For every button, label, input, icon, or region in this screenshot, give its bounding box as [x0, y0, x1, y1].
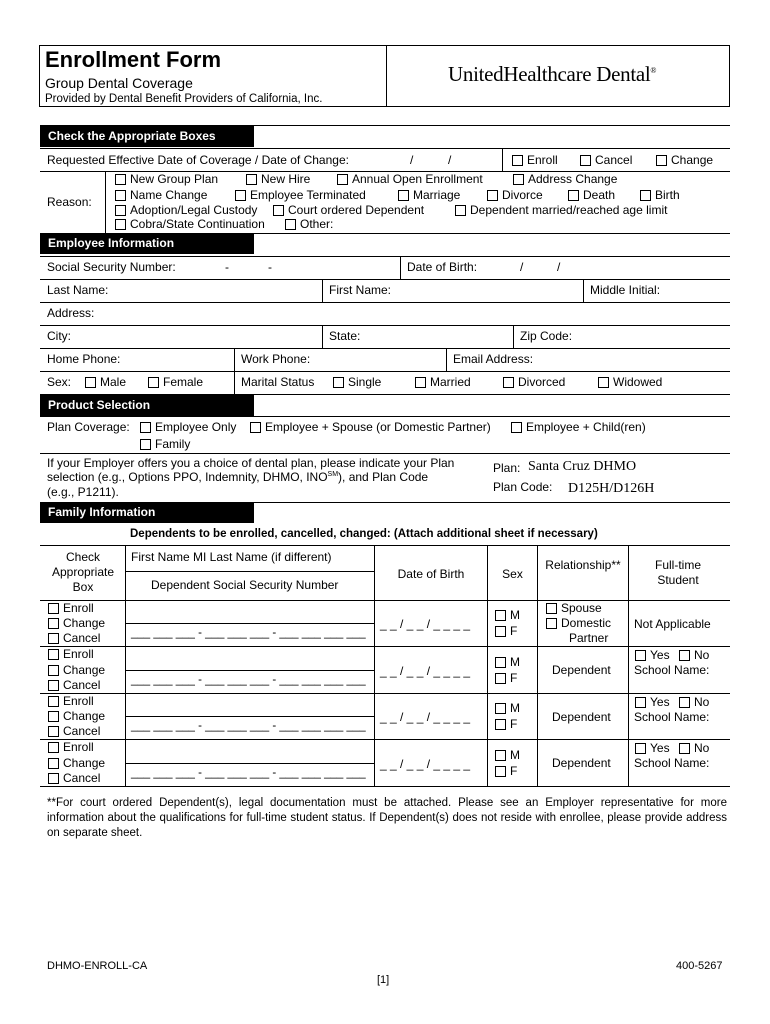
label: Dependent married/reached age limit: [470, 203, 668, 217]
logo-mark: ®: [650, 66, 657, 75]
form-number: 400-5267: [676, 960, 723, 972]
dep1-sex-m[interactable]: [495, 608, 520, 622]
section-check-heading: Check the Appropriate Boxes: [40, 126, 254, 147]
label: Employee + Child(ren): [526, 420, 646, 434]
rule: [40, 453, 730, 454]
checkbox[interactable]: [148, 377, 159, 388]
checkbox[interactable]: [511, 422, 522, 433]
table-col: [487, 545, 488, 786]
checkbox[interactable]: [512, 155, 523, 166]
checkbox[interactable]: [495, 719, 506, 730]
dep4-cancel[interactable]: [48, 771, 100, 785]
plan-choice-text-1: If your Employer offers you a choice of dental plan, please indicate your Plan: [47, 456, 455, 470]
dep2-sex-m[interactable]: [495, 655, 520, 669]
dep4-change[interactable]: [48, 756, 105, 770]
dep1-enroll[interactable]: [48, 601, 94, 615]
dep4-relationship: Dependent: [552, 756, 611, 770]
rule-v: [583, 279, 584, 302]
rule-v: [322, 279, 323, 302]
label: Spouse: [561, 601, 602, 615]
action-cancel[interactable]: [580, 153, 632, 167]
dep1-ssn[interactable]: ___ ___ ___ - ___ ___ ___ - ___ ___ ___ ___: [131, 627, 366, 639]
label: Change: [63, 663, 106, 677]
dep3-sex-m[interactable]: [495, 701, 520, 715]
label: Cancel: [63, 771, 101, 785]
label: Employee Only: [155, 420, 237, 434]
effective-date-slash-2[interactable]: /: [448, 153, 452, 167]
label: Enroll: [63, 694, 94, 708]
checkbox[interactable]: [48, 633, 59, 644]
checkbox[interactable]: [656, 155, 667, 166]
ssn-dash-2[interactable]: -: [268, 260, 272, 274]
label: M: [510, 655, 520, 669]
dep1-rel-domestic[interactable]: [546, 616, 611, 630]
label: No: [694, 695, 710, 709]
checkbox[interactable]: [398, 190, 409, 201]
marital-single[interactable]: [333, 375, 381, 389]
checkbox[interactable]: [598, 377, 609, 388]
label: Male: [100, 375, 127, 389]
col-header-name: First Name MI Last Name (if different): [131, 550, 332, 564]
label: Cancel: [63, 724, 101, 738]
dep1-change[interactable]: [48, 616, 105, 630]
section-family-heading: Family Information: [40, 502, 254, 523]
checkbox[interactable]: [495, 673, 506, 684]
coverage-employee-children[interactable]: [511, 420, 646, 434]
address-field[interactable]: Address:: [47, 306, 95, 320]
dep2-cancel[interactable]: [48, 678, 100, 692]
label: Birth: [655, 188, 680, 202]
checkbox[interactable]: [640, 190, 651, 201]
sex-label: Sex:: [47, 375, 72, 389]
checkbox[interactable]: [495, 766, 506, 777]
checkbox[interactable]: [495, 610, 506, 621]
checkbox[interactable]: [85, 377, 96, 388]
dep4-sex-m[interactable]: [495, 748, 520, 762]
city-field[interactable]: City:: [47, 329, 71, 343]
label: Cancel: [595, 153, 633, 167]
label: F: [510, 717, 518, 731]
label: Female: [163, 375, 204, 389]
checkbox[interactable]: [273, 205, 284, 216]
checkbox[interactable]: [635, 650, 646, 661]
coverage-family[interactable]: [140, 437, 190, 451]
checkbox[interactable]: [115, 205, 126, 216]
header-divider: [386, 45, 387, 107]
reason-name-change[interactable]: [115, 188, 207, 202]
dep4-enroll[interactable]: [48, 740, 94, 754]
table-subrule: [125, 571, 374, 572]
dep3-school-name[interactable]: School Name:: [634, 710, 710, 724]
table-subrule: [125, 670, 374, 671]
rule: [40, 416, 730, 417]
reason-cobra[interactable]: [115, 217, 265, 231]
checkbox[interactable]: [285, 219, 296, 230]
dep3-sex-f[interactable]: [495, 717, 517, 731]
footnote: **For court ordered Dependent(s), legal documentation must be attached. Please see an Employer representative for more information about the qualifications for full-time student status. If Dependent(s) does not reside with enrollee, please provide address on separate sheet.: [47, 797, 727, 839]
reason-divorce[interactable]: [487, 188, 543, 202]
label: Adoption/Legal Custody: [130, 203, 258, 217]
plan-choice-text-3: (e.g., P1211).: [47, 485, 119, 499]
checkbox[interactable]: [495, 626, 506, 637]
table-rule: [40, 600, 730, 601]
dep2-change[interactable]: [48, 663, 105, 677]
rule: [40, 325, 730, 326]
checkbox[interactable]: [48, 726, 59, 737]
ssn-dash-1[interactable]: -: [225, 260, 229, 274]
label: M: [510, 701, 520, 715]
dep1-sex-f[interactable]: [495, 624, 517, 638]
rule: [40, 148, 730, 149]
label: Cancel: [63, 631, 101, 645]
dep1-rel-partner: Partner: [569, 631, 609, 645]
rule-v: [322, 325, 323, 348]
label: F: [510, 624, 518, 638]
reason-adoption[interactable]: [115, 203, 257, 217]
rule: [40, 233, 730, 234]
label: M: [510, 748, 520, 762]
checkbox[interactable]: [679, 697, 690, 708]
label: Court ordered Dependent: [288, 203, 425, 217]
dep2-ssn[interactable]: ___ ___ ___ - ___ ___ ___ - ___ ___ ___ ___: [131, 674, 366, 686]
label: Enroll: [63, 647, 94, 661]
checkbox[interactable]: [48, 742, 59, 753]
rule: [40, 279, 730, 280]
plan-label: Plan:: [493, 461, 521, 475]
dep4-ssn[interactable]: ___ ___ ___ - ___ ___ ___ - ___ ___ ___ ___: [131, 767, 366, 779]
checkbox[interactable]: [455, 205, 466, 216]
label: Yes: [650, 648, 670, 662]
table-col: [125, 545, 126, 786]
reason-address-change[interactable]: [513, 172, 617, 186]
checkbox[interactable]: [115, 174, 126, 185]
checkbox[interactable]: [115, 219, 126, 230]
action-enroll[interactable]: [512, 153, 558, 167]
label: Enroll: [63, 601, 94, 615]
dep1-cancel[interactable]: [48, 631, 100, 645]
dep2-sex-f[interactable]: [495, 671, 517, 685]
checkbox[interactable]: [580, 155, 591, 166]
checkbox[interactable]: [495, 750, 506, 761]
label: Yes: [650, 741, 670, 755]
dep3-student-yes[interactable]: [635, 695, 670, 709]
checkbox[interactable]: [48, 711, 59, 722]
label: Cancel: [63, 678, 101, 692]
rule: [40, 371, 730, 372]
zip-field[interactable]: Zip Code:: [520, 329, 573, 343]
dep2-relationship: Dependent: [552, 663, 611, 677]
work-phone-field[interactable]: Work Phone:: [241, 352, 311, 366]
label: Enroll: [527, 153, 558, 167]
coverage-employee-only[interactable]: [140, 420, 236, 434]
reason-new-hire[interactable]: [246, 172, 310, 186]
checkbox[interactable]: [140, 422, 151, 433]
text: selection (e.g., Options PPO, Indemnity, DHMO, INO: [47, 470, 328, 484]
label: No: [694, 741, 710, 755]
checkbox[interactable]: [495, 703, 506, 714]
home-phone-field[interactable]: Home Phone:: [47, 352, 121, 366]
dep4-student-yes[interactable]: [635, 741, 670, 755]
table-subrule: [125, 763, 374, 764]
col-header-check: Check Appropriate Box: [51, 550, 115, 594]
table-subrule: [125, 716, 374, 717]
effective-date-slash-1[interactable]: /: [410, 153, 414, 167]
label: Name Change: [130, 188, 208, 202]
label: Address Change: [528, 172, 618, 186]
action-change[interactable]: [656, 153, 713, 167]
table-rule: [40, 693, 730, 694]
checkbox[interactable]: [140, 439, 151, 450]
reason-annual-open-enrollment[interactable]: [337, 172, 483, 186]
table-col: [374, 545, 375, 786]
checkbox[interactable]: [679, 743, 690, 754]
reason-marriage[interactable]: [398, 188, 460, 202]
ssn-label: Social Security Number:: [47, 260, 176, 274]
checkbox[interactable]: [246, 174, 257, 185]
dep3-enroll[interactable]: [48, 694, 94, 708]
dep3-cancel[interactable]: [48, 724, 100, 738]
col-header-student: Full-time Student: [654, 558, 701, 587]
reason-dependent-married[interactable]: [455, 203, 667, 217]
checkbox[interactable]: [48, 758, 59, 769]
table-col: [628, 545, 629, 786]
dep4-sex-f[interactable]: [495, 764, 517, 778]
checkbox[interactable]: [250, 422, 261, 433]
checkbox[interactable]: [48, 680, 59, 691]
dep3-dob[interactable]: _ _ / _ _ / _ _ _ _: [380, 710, 471, 724]
coverage-employee-spouse[interactable]: [250, 420, 491, 434]
label: M: [510, 608, 520, 622]
dep3-student-no[interactable]: [679, 695, 709, 709]
checkbox[interactable]: [495, 657, 506, 668]
last-name-field[interactable]: Last Name:: [47, 283, 109, 297]
dep4-student-no[interactable]: [679, 741, 709, 755]
label: Cobra/State Continuation: [130, 217, 265, 231]
dep2-school-name[interactable]: School Name:: [634, 663, 710, 677]
form-code: DHMO-ENROLL-CA: [47, 960, 148, 972]
effective-date-label: Requested Effective Date of Coverage / Date of Change:: [47, 153, 349, 167]
plan-code-value[interactable]: D125H/D126H: [568, 481, 655, 496]
table-rule: [40, 646, 730, 647]
checkbox[interactable]: [503, 377, 514, 388]
text: ), and Plan Code: [338, 470, 429, 484]
dob-label: Date of Birth:: [407, 260, 478, 274]
label: Death: [583, 188, 616, 202]
state-field[interactable]: State:: [329, 329, 361, 343]
reason-death[interactable]: [568, 188, 615, 202]
checkbox[interactable]: [546, 603, 557, 614]
form-subtitle: Group Dental Coverage: [45, 75, 193, 91]
checkbox[interactable]: [546, 618, 557, 629]
dep1-rel-spouse[interactable]: [546, 601, 602, 615]
dep1-student: Not Applicable: [634, 617, 711, 631]
checkbox[interactable]: [48, 665, 59, 676]
table-rule: [40, 786, 730, 787]
checkbox[interactable]: [333, 377, 344, 388]
rule-v: [513, 325, 514, 348]
reason-new-group-plan[interactable]: [115, 172, 218, 186]
label: Divorced: [518, 375, 566, 389]
sex-male[interactable]: [85, 375, 126, 389]
dep2-enroll[interactable]: [48, 647, 94, 661]
label: Change: [63, 709, 106, 723]
email-field[interactable]: Email Address:: [453, 352, 534, 366]
plan-coverage-label: Plan Coverage:: [47, 420, 130, 434]
label: Other:: [300, 217, 334, 231]
rule: [40, 302, 730, 303]
plan-choice-text-2: [47, 470, 428, 484]
checkbox[interactable]: [235, 190, 246, 201]
dep4-dob[interactable]: _ _ / _ _ / _ _ _ _: [380, 757, 471, 771]
reason-employee-terminated[interactable]: [235, 188, 366, 202]
col-header-relationship: Relationship**: [545, 558, 621, 572]
marital-widowed[interactable]: [598, 375, 662, 389]
dep4-school-name[interactable]: School Name:: [634, 756, 710, 770]
dob-slash-1[interactable]: /: [520, 260, 524, 274]
col-header-dob: Date of Birth: [397, 567, 465, 581]
section-employee-heading: Employee Information: [40, 233, 254, 254]
dep2-dob[interactable]: _ _ / _ _ / _ _ _ _: [380, 664, 471, 678]
label: Employee + Spouse (or Domestic Partner): [265, 420, 491, 434]
checkbox[interactable]: [115, 190, 126, 201]
checkbox[interactable]: [48, 773, 59, 784]
sm-mark: SM: [327, 471, 339, 478]
dep2-student-yes[interactable]: [635, 648, 670, 662]
rule-v: [400, 256, 401, 279]
label: No: [694, 648, 710, 662]
checkbox[interactable]: [513, 174, 524, 185]
checkbox[interactable]: [635, 697, 646, 708]
table-rule: [40, 545, 730, 546]
label: Domestic: [561, 616, 612, 630]
uhc-dental-logo: [448, 62, 656, 87]
table-rule: [40, 739, 730, 740]
dep3-relationship: Dependent: [552, 710, 611, 724]
checkbox[interactable]: [635, 743, 646, 754]
checkbox[interactable]: [679, 650, 690, 661]
checkbox[interactable]: [48, 649, 59, 660]
logo-text: UnitedHealthcare Dental: [448, 62, 651, 86]
middle-initial-field[interactable]: Middle Initial:: [590, 283, 661, 297]
rule-v: [502, 148, 503, 172]
rule-v: [446, 348, 447, 371]
col-header-ssn: Dependent Social Security Number: [151, 578, 339, 592]
reason-other[interactable]: [285, 217, 333, 231]
checkbox[interactable]: [48, 603, 59, 614]
label: Widowed: [613, 375, 663, 389]
marital-divorced[interactable]: [503, 375, 565, 389]
dep3-ssn[interactable]: ___ ___ ___ - ___ ___ ___ - ___ ___ ___ ___: [131, 720, 366, 732]
section-product-heading: Product Selection: [40, 395, 254, 416]
checkbox[interactable]: [415, 377, 426, 388]
reason-label: Reason:: [47, 195, 92, 209]
family-instructions: Dependents to be enrolled, cancelled, changed: (Attach additional sheet if necessary): [130, 528, 598, 540]
checkbox[interactable]: [487, 190, 498, 201]
label: New Group Plan: [130, 172, 219, 186]
table-col: [537, 545, 538, 786]
label: Marriage: [413, 188, 461, 202]
reason-birth[interactable]: [640, 188, 680, 202]
plan-code-label: Plan Code:: [493, 480, 553, 494]
label: Single: [348, 375, 382, 389]
col-header-sex: Sex: [502, 567, 523, 581]
dep3-change[interactable]: [48, 709, 105, 723]
checkbox[interactable]: [568, 190, 579, 201]
label: Change: [63, 756, 106, 770]
checkbox[interactable]: [48, 618, 59, 629]
label: Divorce: [502, 188, 543, 202]
dep1-dob[interactable]: _ _ / _ _ / _ _ _ _: [380, 617, 471, 631]
label: F: [510, 671, 518, 685]
reason-court-ordered[interactable]: [273, 203, 424, 217]
sex-female[interactable]: [148, 375, 203, 389]
label: Employee Terminated: [250, 188, 366, 202]
label: F: [510, 764, 518, 778]
provider-text: Provided by Dental Benefit Providers of California, Inc.: [45, 93, 323, 105]
marital-married[interactable]: [415, 375, 471, 389]
label: Change: [63, 616, 106, 630]
dob-slash-2[interactable]: /: [557, 260, 561, 274]
rule: [40, 348, 730, 349]
table-subrule: [125, 623, 374, 624]
form-title: Enrollment Form: [45, 47, 222, 72]
label: Change: [671, 153, 714, 167]
label: Annual Open Enrollment: [352, 172, 483, 186]
label: New Hire: [261, 172, 311, 186]
label: Family: [155, 437, 191, 451]
page-number: [1]: [377, 974, 390, 986]
rule: [40, 256, 730, 257]
label: Yes: [650, 695, 670, 709]
label: Enroll: [63, 740, 94, 754]
dep2-student-no[interactable]: [679, 648, 709, 662]
checkbox[interactable]: [48, 696, 59, 707]
plan-value[interactable]: Santa Cruz DHMO: [528, 459, 637, 474]
label: Married: [430, 375, 471, 389]
marital-status-label: Marital Status: [241, 375, 315, 389]
checkbox[interactable]: [337, 174, 348, 185]
first-name-field[interactable]: First Name:: [329, 283, 392, 297]
rule-v: [105, 171, 106, 233]
